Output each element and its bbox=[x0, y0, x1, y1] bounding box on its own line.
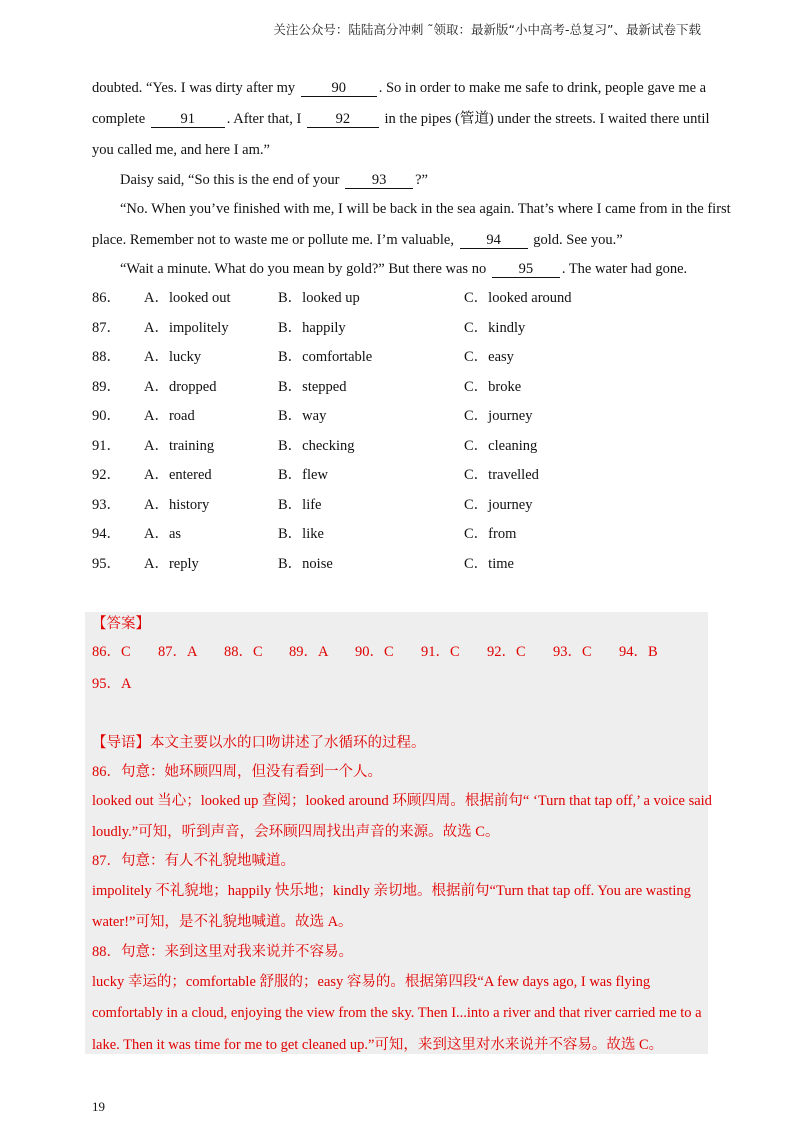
passage-line-1 bbox=[92, 78, 712, 98]
explanation-88-line-2: comfortably in a cloud, enjoying the view from the sky. Then I...into a river and that river carried me to a bbox=[92, 1005, 702, 1021]
option-c: C．broke bbox=[464, 379, 522, 395]
blank-91: 91 bbox=[151, 111, 225, 128]
question-number: 86． bbox=[92, 290, 121, 306]
explanation-88-title: 88．句意：来到这里对我来说并不容易。 bbox=[92, 944, 353, 960]
explanation-87-title: 87．句意：有人不礼貌地喊道。 bbox=[92, 853, 295, 869]
option-a: A．lucky bbox=[144, 349, 202, 365]
answer-label: 【答案】 bbox=[92, 616, 150, 632]
question-number: 89． bbox=[92, 379, 121, 395]
explanation-88-line-3: lake. Then it was time for me to get cleaned up.”可知，来到这里对水来说并不容易。故选 C。 bbox=[92, 1037, 664, 1053]
question-number: 91． bbox=[92, 438, 121, 454]
text: . After that, I bbox=[226, 111, 302, 127]
text: ?” bbox=[415, 172, 428, 188]
text: . The water had gone. bbox=[561, 261, 688, 277]
answer-93: 93．C bbox=[553, 644, 592, 660]
text: . So in order to make me safe to drink, people gave me a bbox=[378, 80, 707, 96]
option-c: C．kindly bbox=[464, 320, 526, 336]
option-a: A．dropped bbox=[144, 379, 217, 395]
question-number: 92． bbox=[92, 467, 121, 483]
explanation-88-line-1: lucky 幸运的；comfortable 舒服的；easy 容易的。根据第四段“A few days ago, I was flying bbox=[92, 974, 651, 990]
answer-90: 90．C bbox=[355, 644, 394, 660]
option-c: C．looked around bbox=[464, 290, 572, 306]
option-c: C．from bbox=[464, 526, 517, 542]
option-row-86 bbox=[92, 288, 712, 308]
option-a: A．road bbox=[144, 408, 195, 424]
option-c: C．easy bbox=[464, 349, 514, 365]
answer-row-1 bbox=[92, 642, 712, 662]
option-a: A．impolitely bbox=[144, 320, 229, 336]
option-a: A．history bbox=[144, 497, 210, 513]
explanation-87-line-1: impolitely 不礼貌地；happily 快乐地；kindly 亲切地。根据前句“Turn that tap off. You are wasting bbox=[92, 883, 691, 899]
text: gold. See you.” bbox=[533, 232, 623, 248]
option-c: C．cleaning bbox=[464, 438, 538, 454]
page-number: 19 bbox=[92, 1099, 105, 1114]
question-number: 87． bbox=[92, 320, 121, 336]
option-b: B．happily bbox=[278, 320, 346, 336]
blank-92: 92 bbox=[307, 111, 379, 128]
option-row-89 bbox=[92, 377, 712, 397]
text: complete bbox=[92, 111, 146, 127]
answer-94: 94．B bbox=[619, 644, 658, 660]
passage-line-3: you called me, and here I am.” bbox=[92, 142, 270, 158]
blank-94: 94 bbox=[460, 232, 528, 249]
text: place. Remember not to waste me or pollute me. I’m valuable, bbox=[92, 232, 454, 248]
passage-line-5: “No. When you’ve finished with me, I will be back in the sea again. That’s where I came from in the first bbox=[120, 201, 731, 217]
option-row-93 bbox=[92, 495, 712, 515]
answer-88: 88．C bbox=[224, 644, 263, 660]
option-a: A．reply bbox=[144, 556, 199, 572]
text: in the pipes (管道) under the streets. I waited there until bbox=[384, 111, 710, 127]
text: Daisy said, “So this is the end of your bbox=[120, 172, 340, 188]
option-c: C．time bbox=[464, 556, 514, 572]
option-b: B．life bbox=[278, 497, 322, 513]
option-a: A．entered bbox=[144, 467, 212, 483]
option-row-87 bbox=[92, 318, 712, 338]
option-b: B．noise bbox=[278, 556, 333, 572]
option-row-91 bbox=[92, 436, 712, 456]
question-number: 95． bbox=[92, 556, 121, 572]
option-a: A．as bbox=[144, 526, 182, 542]
option-b: B．flew bbox=[278, 467, 328, 483]
question-number: 88． bbox=[92, 349, 121, 365]
page-header: 关注公众号：陆陆高分冲刺 ˜领取：最新版“小中高考-总复习”、最新试卷下载 bbox=[273, 22, 701, 37]
text: doubted. “Yes. I was dirty after my bbox=[92, 80, 296, 96]
answer-95: 95．A bbox=[92, 676, 132, 692]
question-number: 94． bbox=[92, 526, 121, 542]
passage-line-2 bbox=[92, 109, 712, 129]
option-c: C．travelled bbox=[464, 467, 539, 483]
option-a: A．training bbox=[144, 438, 215, 454]
blank-93: 93 bbox=[345, 172, 413, 189]
question-number: 93． bbox=[92, 497, 121, 513]
option-c: C．journey bbox=[464, 497, 533, 513]
option-b: B．like bbox=[278, 526, 324, 542]
answer-86: 86．C bbox=[92, 644, 131, 660]
option-row-95 bbox=[92, 554, 712, 574]
option-b: B．stepped bbox=[278, 379, 347, 395]
option-c: C．journey bbox=[464, 408, 533, 424]
answer-89: 89．A bbox=[289, 644, 329, 660]
answer-87: 87．A bbox=[158, 644, 198, 660]
option-b: B．looked up bbox=[278, 290, 360, 306]
option-a: A．looked out bbox=[144, 290, 231, 306]
passage-line-4 bbox=[120, 170, 740, 190]
option-row-94 bbox=[92, 524, 712, 544]
explanation-86-line-1: looked out 当心；looked up 查阅；looked around 环顾四周。根据前句“ ‘Turn that tap off,’ a voice said bbox=[92, 793, 712, 809]
option-row-90 bbox=[92, 406, 712, 426]
option-b: B．comfortable bbox=[278, 349, 373, 365]
passage-line-7 bbox=[120, 259, 740, 279]
blank-90: 90 bbox=[301, 80, 377, 97]
explanation-intro: 【导语】本文主要以水的口吻讲述了水循环的过程。 bbox=[92, 735, 426, 751]
explanation-87-line-2: water!”可知，是不礼貌地喊道。故选 A。 bbox=[92, 914, 353, 930]
answer-91: 91．C bbox=[421, 644, 460, 660]
answer-92: 92．C bbox=[487, 644, 526, 660]
text: “Wait a minute. What do you mean by gold?” But there was no bbox=[120, 261, 487, 277]
explanation-86-line-2: loudly.”可知，听到声音，会环顾四周找出声音的来源。故选 C。 bbox=[92, 824, 500, 840]
option-row-88 bbox=[92, 347, 712, 367]
question-number: 90． bbox=[92, 408, 121, 424]
explanation-86-title: 86．句意：她环顾四周，但没有看到一个人。 bbox=[92, 764, 382, 780]
option-row-92 bbox=[92, 465, 712, 485]
blank-95: 95 bbox=[492, 261, 560, 278]
option-b: B．way bbox=[278, 408, 327, 424]
option-b: B．checking bbox=[278, 438, 355, 454]
passage-line-6 bbox=[92, 230, 712, 250]
